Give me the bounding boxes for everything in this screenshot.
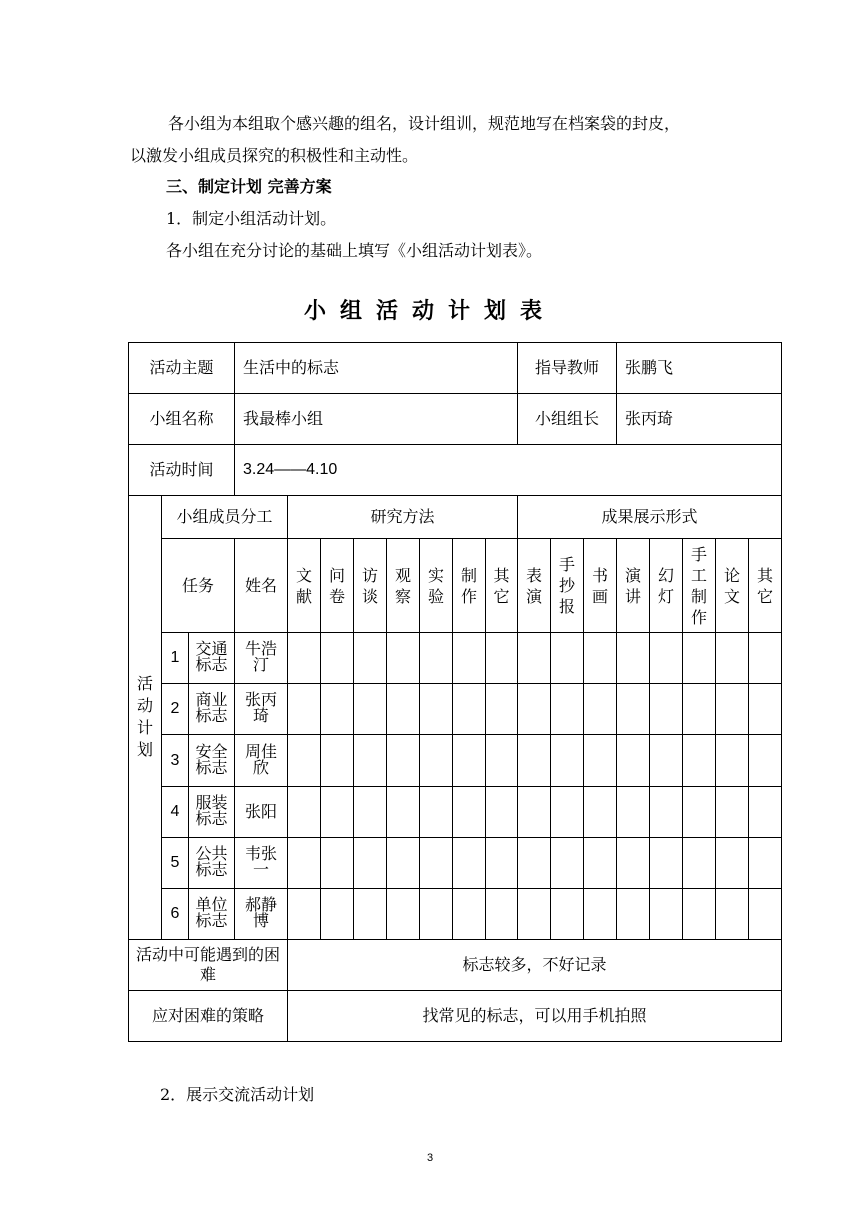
check-cell[interactable] bbox=[518, 633, 551, 684]
row-name-cell bbox=[235, 633, 288, 684]
row-task-cell bbox=[189, 786, 235, 837]
check-cell[interactable] bbox=[387, 888, 420, 939]
method-header: 访谈 bbox=[362, 565, 379, 606]
method-header: 文献 bbox=[296, 565, 313, 606]
check-cell[interactable] bbox=[453, 888, 486, 939]
check-cell[interactable] bbox=[453, 837, 486, 888]
check-cell[interactable] bbox=[486, 684, 518, 735]
difficulty-value: 标志较多，不好记录 bbox=[288, 939, 782, 990]
method-header-cell bbox=[354, 539, 387, 633]
page-number: 3 bbox=[426, 1152, 434, 1164]
check-cell[interactable] bbox=[354, 684, 387, 735]
check-cell[interactable] bbox=[683, 837, 716, 888]
check-cell[interactable] bbox=[387, 684, 420, 735]
check-cell[interactable] bbox=[288, 837, 321, 888]
check-cell[interactable] bbox=[453, 684, 486, 735]
result-header-cell bbox=[617, 539, 650, 633]
plan-label-cell bbox=[129, 496, 162, 940]
check-cell[interactable] bbox=[749, 786, 782, 837]
row-task: 交通标志 bbox=[195, 639, 228, 675]
check-cell[interactable] bbox=[584, 684, 617, 735]
plan-label: 活动计划 bbox=[137, 674, 154, 760]
check-cell[interactable] bbox=[518, 786, 551, 837]
method-header: 问卷 bbox=[329, 565, 346, 606]
table-row bbox=[129, 837, 782, 888]
check-cell[interactable] bbox=[518, 837, 551, 888]
row-name-cell bbox=[235, 684, 288, 735]
row-number: 3 bbox=[162, 735, 189, 786]
check-cell[interactable] bbox=[551, 735, 584, 786]
check-cell[interactable] bbox=[584, 786, 617, 837]
strategy-label: 应对困难的策略 bbox=[129, 990, 288, 1041]
table-row bbox=[129, 684, 782, 735]
method-header-cell bbox=[453, 539, 486, 633]
division-header: 小组成员分工 bbox=[162, 496, 288, 539]
table-title: 小组活动计划表 bbox=[303, 299, 556, 324]
check-cell[interactable] bbox=[321, 633, 354, 684]
check-cell[interactable] bbox=[420, 735, 453, 786]
methods-header: 研究方法 bbox=[288, 496, 518, 539]
check-cell[interactable] bbox=[288, 633, 321, 684]
check-cell[interactable] bbox=[650, 888, 683, 939]
result-header-cell bbox=[551, 539, 584, 633]
check-cell[interactable] bbox=[617, 786, 650, 837]
row-name: 郝静博 bbox=[245, 894, 278, 930]
method-header-cell bbox=[387, 539, 420, 633]
check-cell[interactable] bbox=[650, 837, 683, 888]
method-header-cell bbox=[420, 539, 453, 633]
row-name-cell bbox=[235, 786, 288, 837]
check-cell[interactable] bbox=[650, 786, 683, 837]
check-cell[interactable] bbox=[617, 633, 650, 684]
check-cell[interactable] bbox=[321, 837, 354, 888]
check-cell[interactable] bbox=[617, 888, 650, 939]
leader-label: 小组组长 bbox=[518, 394, 617, 445]
check-cell[interactable] bbox=[486, 837, 518, 888]
check-cell[interactable] bbox=[420, 786, 453, 837]
check-cell[interactable] bbox=[650, 684, 683, 735]
check-cell[interactable] bbox=[288, 735, 321, 786]
table-row bbox=[129, 735, 782, 786]
method-header-cell bbox=[321, 539, 354, 633]
list-item-1: 1．制定小组活动计划。 bbox=[166, 209, 337, 228]
row-number: 6 bbox=[162, 888, 189, 939]
list-item-2: 2．展示交流活动计划 bbox=[160, 1085, 315, 1104]
row-task-cell bbox=[189, 684, 235, 735]
check-cell[interactable] bbox=[551, 837, 584, 888]
row-name: 牛浩汀 bbox=[245, 639, 278, 675]
name-header: 姓名 bbox=[235, 539, 288, 633]
method-header: 其它 bbox=[493, 565, 510, 606]
result-header: 手工制作 bbox=[691, 544, 708, 627]
check-cell[interactable] bbox=[683, 786, 716, 837]
group-name-label: 小组名称 bbox=[129, 394, 235, 445]
result-header: 其它 bbox=[757, 565, 774, 606]
check-cell[interactable] bbox=[486, 633, 518, 684]
check-cell[interactable] bbox=[551, 633, 584, 684]
row-name-cell bbox=[235, 735, 288, 786]
check-cell[interactable] bbox=[354, 633, 387, 684]
method-header: 观察 bbox=[395, 565, 412, 606]
check-cell[interactable] bbox=[354, 837, 387, 888]
check-cell[interactable] bbox=[584, 888, 617, 939]
check-cell[interactable] bbox=[749, 735, 782, 786]
check-cell[interactable] bbox=[387, 633, 420, 684]
check-cell[interactable] bbox=[288, 786, 321, 837]
method-header-cell bbox=[486, 539, 518, 633]
row-task-cell bbox=[189, 735, 235, 786]
result-header-cell bbox=[749, 539, 782, 633]
row-task: 单位标志 bbox=[195, 894, 228, 930]
check-cell[interactable] bbox=[453, 786, 486, 837]
check-cell[interactable] bbox=[387, 837, 420, 888]
check-cell[interactable] bbox=[486, 786, 518, 837]
result-header: 演讲 bbox=[625, 565, 642, 606]
check-cell[interactable] bbox=[518, 888, 551, 939]
row-task: 服装标志 bbox=[195, 792, 228, 828]
task-header: 任务 bbox=[162, 539, 235, 633]
row-number: 1 bbox=[162, 633, 189, 684]
check-cell[interactable] bbox=[749, 888, 782, 939]
method-header: 制作 bbox=[461, 565, 478, 606]
result-header: 论文 bbox=[724, 565, 741, 606]
difficulty-label: 活动中可能遇到的困难 bbox=[136, 944, 281, 984]
result-header-cell bbox=[716, 539, 749, 633]
check-cell[interactable] bbox=[617, 735, 650, 786]
check-cell[interactable] bbox=[749, 837, 782, 888]
strategy-value: 找常见的标志，可以用手机拍照 bbox=[288, 990, 782, 1041]
check-cell[interactable] bbox=[321, 786, 354, 837]
table-row bbox=[129, 633, 782, 684]
check-cell[interactable] bbox=[321, 735, 354, 786]
check-cell[interactable] bbox=[518, 735, 551, 786]
check-cell[interactable] bbox=[354, 786, 387, 837]
check-cell[interactable] bbox=[486, 735, 518, 786]
row-task-cell bbox=[189, 633, 235, 684]
time-label: 活动时间 bbox=[129, 445, 235, 496]
teacher-label: 指导教师 bbox=[518, 343, 617, 394]
time-value: 3.24——4.10 bbox=[235, 445, 782, 496]
check-cell[interactable] bbox=[551, 684, 584, 735]
paragraph-instruction: 各小组在充分讨论的基础上填写《小组活动计划表》。 bbox=[166, 241, 543, 260]
paragraph-line-1: 各小组为本组取个感兴趣的组名，设计组训，规范地写在档案袋的封皮， bbox=[168, 114, 681, 133]
check-cell[interactable] bbox=[453, 735, 486, 786]
theme-value: 生活中的标志 bbox=[235, 343, 518, 394]
method-header: 实验 bbox=[428, 565, 445, 606]
row-task-cell bbox=[189, 837, 235, 888]
row-name: 韦张一 bbox=[245, 843, 278, 879]
teacher-value: 张鹏飞 bbox=[617, 343, 782, 394]
check-cell[interactable] bbox=[420, 684, 453, 735]
check-cell[interactable] bbox=[551, 888, 584, 939]
check-cell[interactable] bbox=[716, 888, 749, 939]
check-cell[interactable] bbox=[716, 633, 749, 684]
row-task: 安全标志 bbox=[195, 741, 228, 777]
check-cell[interactable] bbox=[420, 837, 453, 888]
section-heading: 三、制定计划 完善方案 bbox=[166, 177, 332, 196]
group-name-value: 我最棒小组 bbox=[235, 394, 518, 445]
check-cell[interactable] bbox=[617, 684, 650, 735]
check-cell[interactable] bbox=[453, 633, 486, 684]
check-cell[interactable] bbox=[716, 684, 749, 735]
result-header-cell bbox=[650, 539, 683, 633]
activity-plan-table bbox=[128, 342, 782, 1042]
check-cell[interactable] bbox=[716, 735, 749, 786]
method-header-cell bbox=[288, 539, 321, 633]
leader-value: 张丙琦 bbox=[617, 394, 782, 445]
result-header-cell bbox=[518, 539, 551, 633]
row-name: 周佳欣 bbox=[245, 741, 278, 777]
check-cell[interactable] bbox=[420, 888, 453, 939]
check-cell[interactable] bbox=[716, 786, 749, 837]
result-header-cell bbox=[683, 539, 716, 633]
check-cell[interactable] bbox=[288, 888, 321, 939]
check-cell[interactable] bbox=[387, 735, 420, 786]
row-name-cell bbox=[235, 837, 288, 888]
check-cell[interactable] bbox=[617, 837, 650, 888]
check-cell[interactable] bbox=[683, 888, 716, 939]
check-cell[interactable] bbox=[354, 888, 387, 939]
result-header: 手抄报 bbox=[559, 555, 576, 617]
check-cell[interactable] bbox=[551, 786, 584, 837]
row-number: 4 bbox=[162, 786, 189, 837]
check-cell[interactable] bbox=[683, 735, 716, 786]
row-name: 张阳 bbox=[245, 801, 278, 821]
check-cell[interactable] bbox=[749, 633, 782, 684]
row-task: 商业标志 bbox=[195, 690, 228, 726]
result-header: 表演 bbox=[526, 565, 543, 606]
check-cell[interactable] bbox=[749, 684, 782, 735]
table-row bbox=[129, 786, 782, 837]
check-cell[interactable] bbox=[716, 837, 749, 888]
check-cell[interactable] bbox=[683, 684, 716, 735]
difficulty-label-cell bbox=[129, 939, 288, 990]
check-cell[interactable] bbox=[518, 684, 551, 735]
check-cell[interactable] bbox=[584, 633, 617, 684]
check-cell[interactable] bbox=[486, 888, 518, 939]
paragraph-line-2: 以激发小组成员探究的积极性和主动性。 bbox=[130, 146, 419, 165]
check-cell[interactable] bbox=[420, 633, 453, 684]
check-cell[interactable] bbox=[321, 888, 354, 939]
check-cell[interactable] bbox=[354, 735, 387, 786]
table-row bbox=[129, 888, 782, 939]
row-number: 2 bbox=[162, 684, 189, 735]
theme-label: 活动主题 bbox=[129, 343, 235, 394]
row-task: 公共标志 bbox=[195, 843, 228, 879]
check-cell[interactable] bbox=[584, 837, 617, 888]
check-cell[interactable] bbox=[650, 633, 683, 684]
check-cell[interactable] bbox=[288, 684, 321, 735]
check-cell[interactable] bbox=[683, 633, 716, 684]
check-cell[interactable] bbox=[321, 684, 354, 735]
row-task-cell bbox=[189, 888, 235, 939]
check-cell[interactable] bbox=[387, 786, 420, 837]
result-header: 幻灯 bbox=[658, 565, 675, 606]
result-header-cell bbox=[584, 539, 617, 633]
check-cell[interactable] bbox=[584, 735, 617, 786]
check-cell[interactable] bbox=[650, 735, 683, 786]
row-name-cell bbox=[235, 888, 288, 939]
row-number: 5 bbox=[162, 837, 189, 888]
row-name: 张丙琦 bbox=[245, 690, 278, 726]
result-header: 书画 bbox=[592, 565, 609, 606]
results-header: 成果展示形式 bbox=[518, 496, 782, 539]
